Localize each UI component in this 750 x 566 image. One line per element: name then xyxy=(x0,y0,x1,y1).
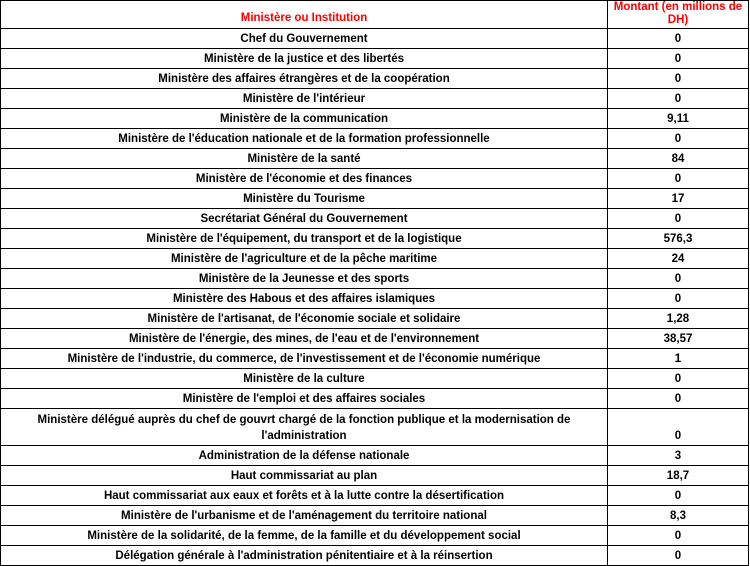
table-row xyxy=(1,546,749,566)
table-row xyxy=(1,349,749,369)
table-row xyxy=(1,389,749,409)
cell-amount-value: 0 xyxy=(608,369,749,389)
cell-ministry-name: Ministère de l'éducation nationale et de la formation professionnelle xyxy=(1,129,608,149)
table-row xyxy=(1,49,749,69)
cell-amount-value: 8,3 xyxy=(608,506,749,526)
cell-amount-value: 0 xyxy=(608,546,749,566)
cell-amount-value: 0 xyxy=(608,486,749,506)
cell-amount-value: 0 xyxy=(608,269,749,289)
table-row xyxy=(1,369,749,389)
table-header xyxy=(1,1,749,29)
cell-amount-value: 0 xyxy=(608,69,749,89)
cell-amount-value: 17 xyxy=(608,189,749,209)
cell-ministry-name: Haut commissariat aux eaux et forêts et à la lutte contre la désertification xyxy=(1,486,608,506)
cell-amount-value: 576,3 xyxy=(608,229,749,249)
cell-amount-value: 38,57 xyxy=(608,329,749,349)
cell-ministry-name: Secrétariat Général du Gouvernement xyxy=(1,209,608,229)
cell-ministry-name: Ministère de l'équipement, du transport et de la logistique xyxy=(1,229,608,249)
table-row xyxy=(1,149,749,169)
table-row xyxy=(1,29,749,49)
cell-amount-value: 3 xyxy=(608,446,749,466)
cell-ministry-name: Ministère de l'énergie, des mines, de l'eau et de l'environnement xyxy=(1,329,608,349)
cell-amount-value: 0 xyxy=(608,389,749,409)
cell-ministry-name: Ministère des Habous et des affaires islamiques xyxy=(1,289,608,309)
cell-ministry-name: Délégation générale à l'administration pénitentiaire et à la réinsertion xyxy=(1,546,608,566)
cell-amount-value: 18,7 xyxy=(608,466,749,486)
cell-ministry-name: Ministère de l'emploi et des affaires sociales xyxy=(1,389,608,409)
cell-amount-value: 1,28 xyxy=(608,309,749,329)
column-header-amount: Montant (en millions de DH) xyxy=(608,1,749,29)
table-row xyxy=(1,89,749,109)
cell-amount-value: 0 xyxy=(608,49,749,69)
table-row xyxy=(1,409,749,446)
cell-amount-value: 84 xyxy=(608,149,749,169)
table-body xyxy=(1,29,749,566)
table-row xyxy=(1,209,749,229)
cell-amount-value: 24 xyxy=(608,249,749,269)
cell-ministry-name: Ministère de l'agriculture et de la pêche maritime xyxy=(1,249,608,269)
table-row xyxy=(1,229,749,249)
header-row xyxy=(1,1,749,29)
cell-ministry-name: Haut commissariat au plan xyxy=(1,466,608,486)
table-row xyxy=(1,486,749,506)
cell-amount-value: 1 xyxy=(608,349,749,369)
cell-ministry-name: Ministère de la Jeunesse et des sports xyxy=(1,269,608,289)
table-row xyxy=(1,446,749,466)
cell-ministry-name: Ministère de l'intérieur xyxy=(1,89,608,109)
cell-ministry-name: Ministère de l'industrie, du commerce, de l'investissement et de l'économie numérique xyxy=(1,349,608,369)
cell-ministry-name: Ministère de la santé xyxy=(1,149,608,169)
cell-ministry-name: Ministère de la culture xyxy=(1,369,608,389)
table-row xyxy=(1,269,749,289)
table-row xyxy=(1,169,749,189)
table-row xyxy=(1,329,749,349)
cell-ministry-name: Ministère du Tourisme xyxy=(1,189,608,209)
cell-amount-value: 0 xyxy=(608,409,749,446)
table-row xyxy=(1,249,749,269)
cell-ministry-name: Ministère de l'urbanisme et de l'aménagement du territoire national xyxy=(1,506,608,526)
cell-amount-value: 0 xyxy=(608,29,749,49)
cell-ministry-name: Ministère de la justice et des libertés xyxy=(1,49,608,69)
cell-ministry-name: Administration de la défense nationale xyxy=(1,446,608,466)
table-row xyxy=(1,69,749,89)
cell-ministry-name: Ministère de l'économie et des finances xyxy=(1,169,608,189)
cell-ministry-name: Chef du Gouvernement xyxy=(1,29,608,49)
cell-amount-value: 0 xyxy=(608,129,749,149)
cell-amount-value: 0 xyxy=(608,526,749,546)
cell-ministry-name: Ministère de l'artisanat, de l'économie sociale et solidaire xyxy=(1,309,608,329)
cell-ministry-name: Ministère des affaires étrangères et de la coopération xyxy=(1,69,608,89)
cell-ministry-name: Ministère délégué auprès du chef de gouvrt chargé de la fonction publique et la modernisation de l'administration xyxy=(1,409,608,446)
table-row xyxy=(1,289,749,309)
cell-amount-value: 0 xyxy=(608,209,749,229)
cell-amount-value: 0 xyxy=(608,289,749,309)
table-row xyxy=(1,466,749,486)
table-row xyxy=(1,109,749,129)
cell-amount-value: 0 xyxy=(608,169,749,189)
table-row xyxy=(1,129,749,149)
column-header-ministry: Ministère ou Institution xyxy=(1,1,608,29)
cell-ministry-name: Ministère de la communication xyxy=(1,109,608,129)
cell-amount-value: 0 xyxy=(608,89,749,109)
cell-amount-value: 9,11 xyxy=(608,109,749,129)
table-row xyxy=(1,526,749,546)
cell-ministry-name: Ministère de la solidarité, de la femme, de la famille et du développement social xyxy=(1,526,608,546)
table-row xyxy=(1,506,749,526)
table-row xyxy=(1,309,749,329)
table-row xyxy=(1,189,749,209)
